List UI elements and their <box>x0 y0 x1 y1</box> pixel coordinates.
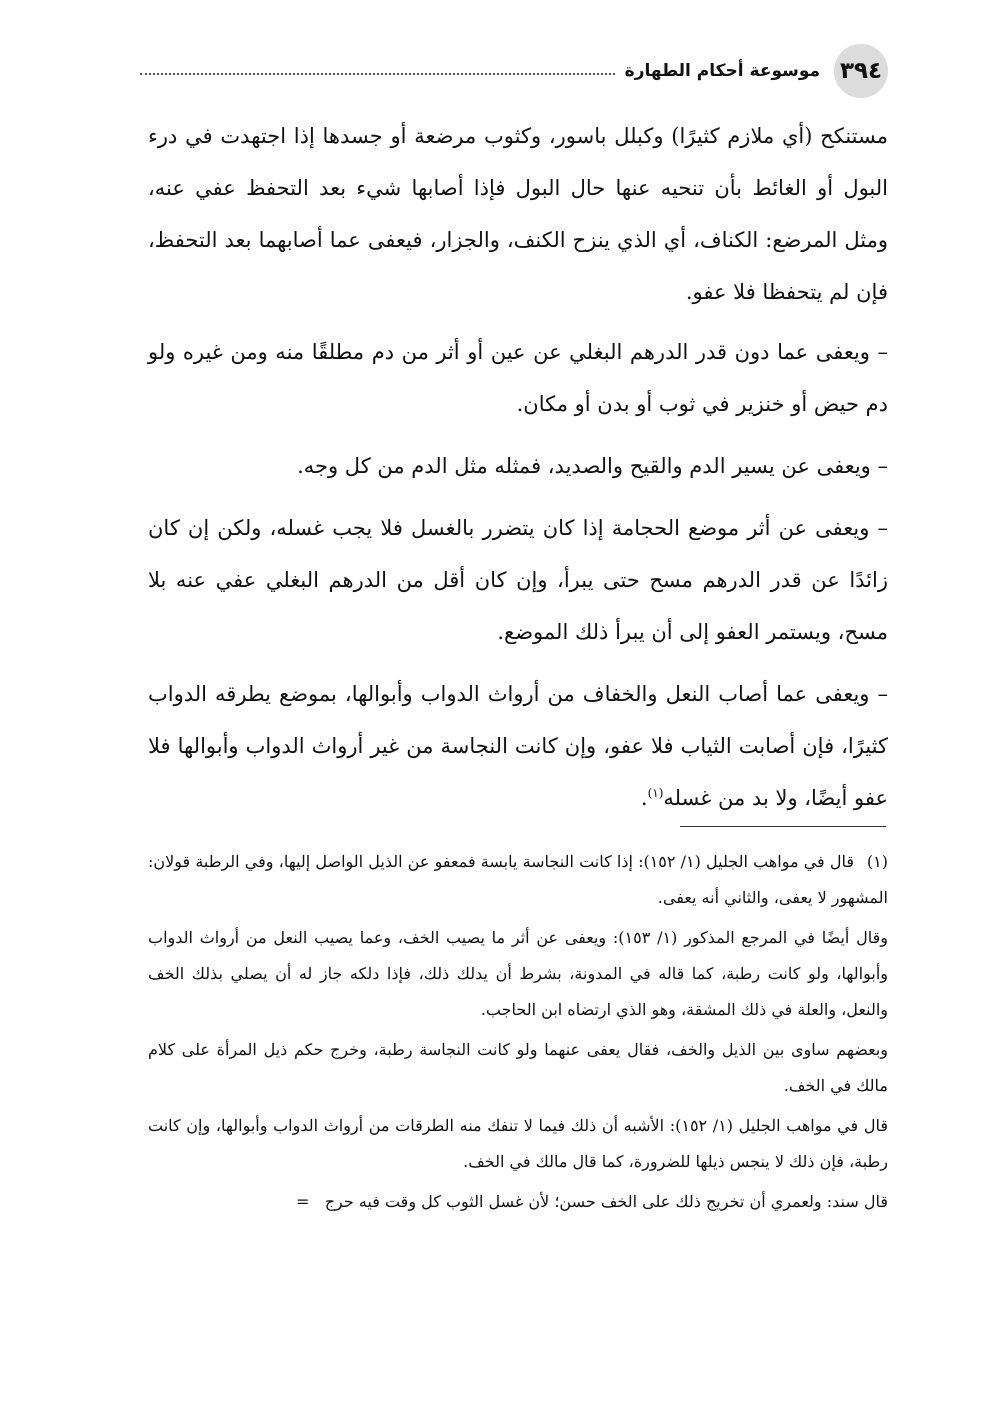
footnote-paragraph <box>148 1184 888 1220</box>
paragraph: – ويعفى عن يسير الدم والقيح والصديد، فمثله مثل الدم من كل وجه. <box>297 454 888 478</box>
footnotes <box>148 844 888 1224</box>
footnote-text: قال سند: ولعمري أن تخريج ذلك على الخف حسن؛ لأن غسل الثوب كل وقت فيه حرج <box>324 1192 888 1211</box>
footnote-paragraph <box>148 844 888 916</box>
running-header <box>140 58 830 84</box>
footnote-marker: (١) <box>866 852 888 871</box>
paragraph-text: – ويعفى عما أصاب النعل والخفاف من أرواث الدواب وأبوالها، بموضع يطرقه الدواب كثيرًا، فإن أصابت الثياب فلا عفو، وإن كانت النجاسة من غير أرواث الدواب وأبوالها فلا عفو أيضًا، ولا بد من غسله <box>148 682 888 810</box>
footnote-paragraph: وبعضهم ساوى بين الذيل والخف، فقال يعفى عنهما ولو كانت النجاسة رطبة، وخرج حكم ذيل المرأة على كلام مالك في الخف. <box>148 1040 888 1095</box>
paragraph-end: . <box>640 786 648 810</box>
footnote-paragraph: وقال أيضًا في المرجع المذكور (١/ ١٥٣): ويعفى عن أثر ما يصيب الخف، وعما يصيب النعل من أرواث الدواب وأبوالها، ولو كانت رطبة، كما قاله في المدونة، بشرط أن يدلك ذلك، فإذا دلكه جاز له أن يصلي بذلك الخف والنعل، والعلة في ذلك المشقة، وهو الذي ارتضاه ابن الحاجب. <box>148 928 889 1019</box>
paragraph <box>148 668 888 824</box>
paragraph: – ويعفى عن أثر موضع الحجامة إذا كان يتضرر بالغسل فلا يجب غسله، ولكن إن كان زائدًا عن قدر الدرهم مسح حتى يبرأ، وإن كان أقل من الدرهم البغلي عفي عنه بلا مسح، ويستمر العفو إلى أن يبرأ ذلك الموضع. <box>148 516 888 644</box>
continuation-mark: = <box>296 1192 310 1211</box>
footnote-reference: (١) <box>647 786 664 800</box>
paragraph: مستنكح (أي ملازم كثيرًا) وكبلل باسور، وكثوب مرضعة أو جسدها إذا اجتهدت في درء البول أو الغائط بأن تنحيه عنها حال البول فإذا أصابها شيء بعد التحفظ عفي عنه، ومثل المرضع: الكناف، أي الذي ينزح الكنف، والجزار، فيعفى عما أصابهما بعد التحفظ، فإن لم يتحفظا فلا عفو. <box>148 124 888 304</box>
header-title: موسوعة أحكام الطهارة <box>624 61 820 81</box>
footnote-separator <box>680 826 886 827</box>
footnote-text: قال في مواهب الجليل (١/ ١٥٢): إذا كانت النجاسة يابسة فمعفو عن الذيل الواصل إليها، وفي الرطبة قولان: المشهور لا يعفى، والثاني أنه يعفى. <box>148 852 888 907</box>
page-number: ٣٩٤ <box>834 44 888 98</box>
main-text <box>148 110 888 834</box>
footnote-paragraph: قال في مواهب الجليل (١/ ١٥٢): الأشبه أن ذلك فيما لا تنفك منه الطرقات من أرواث الدواب وأبوالها، وإن كانت رطبة، فإن ذلك لا ينجس ذيلها للضرورة، كما قال مالك في الخف. <box>148 1116 888 1171</box>
header-dotted-leader <box>140 73 615 75</box>
paragraph: – ويعفى عما دون قدر الدرهم البغلي عن عين أو أثر من دم مطلقًا منه ومن غيره ولو دم حيض أو خنزير في ثوب أو بدن أو مكان. <box>148 340 888 416</box>
